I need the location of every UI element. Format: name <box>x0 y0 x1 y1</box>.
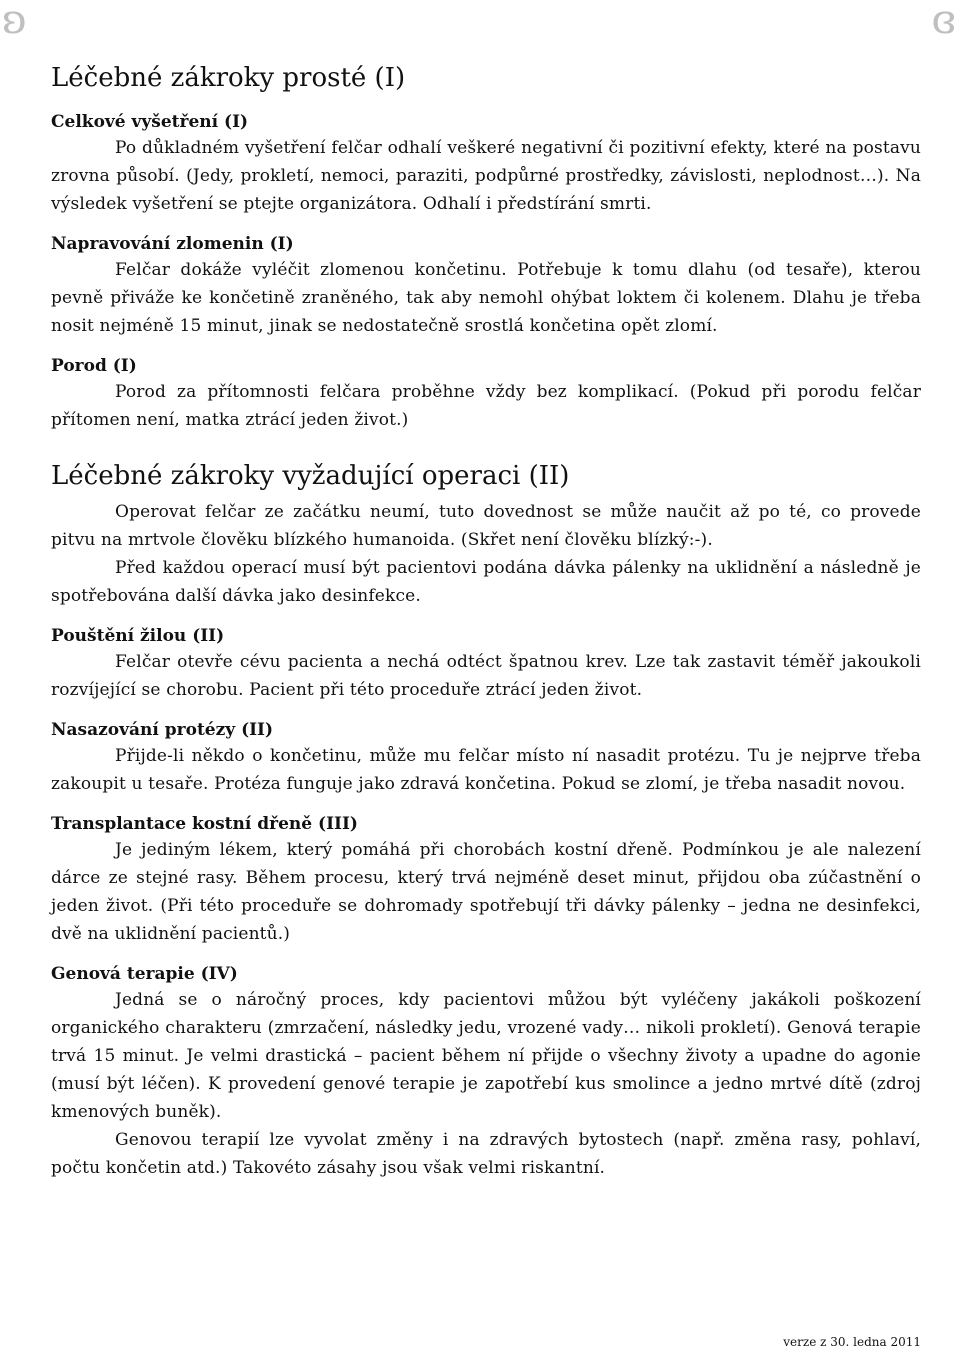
heading-gene-therapy: Genová terapie (IV) <box>51 964 238 984</box>
paragraph-surgery-anesthesia: Před každou operací musí být pacientovi podána dávka pálenky na uklidnění a následně je spotřebována další dávka jako desinfekce. <box>51 558 921 606</box>
paragraph-surgery-intro: Operovat felčar ze začátku neumí, tuto dovednost se může naučit až po té, co provede pitvu na mrtvole člověku blízkého humanoida. (Skřet není člověku blízký:-). <box>51 502 921 550</box>
section-title-simple-procedures: Léčebné zákroky prosté (I) <box>51 63 406 93</box>
heading-bone-marrow-transplant: Transplantace kostní dřeně (III) <box>51 814 358 834</box>
heading-prosthesis: Nasazování protézy (II) <box>51 720 274 740</box>
section-title-surgical-procedures: Léčebné zákroky vyžadující operaci (II) <box>51 461 570 491</box>
heading-general-examination: Celkové vyšetření (I) <box>51 112 249 132</box>
paragraph-gene-therapy-2: Genovou terapií lze vyvolat změny i na zdravých bytostech (např. změna rasy, pohlaví, počtu končetin atd.) Takovéto zásahy jsou však velmi riskantní. <box>51 1130 921 1178</box>
heading-fracture-setting: Napravování zlomenin (I) <box>51 234 294 254</box>
ornament-left-icon: ʚ <box>2 0 27 43</box>
heading-bloodletting: Pouštění žilou (II) <box>51 626 225 646</box>
paragraph-prosthesis: Přijde-li někdo o končetinu, může mu felčar místo ní nasadit protézu. Tu je nejprve třeba zakoupit u tesaře. Protéza funguje jako zdravá končetina. Pokud se zlomí, je třeba nasadit novou. <box>51 746 921 794</box>
paragraph-fracture-setting: Felčar dokáže vyléčit zlomenou končetinu. Potřebuje k tomu dlahu (od tesaře), kterou pevně přiváže ke končetině zraněného, tak aby nemohl ohýbat loktem či kolenem. Dlahu je třeba nosit nejméně 15 minut, jinak se nedostatečně srostlá končetina opět zlomí. <box>51 260 921 336</box>
document-body <box>51 58 921 1182</box>
ornament-right-icon: ɞ <box>931 0 956 43</box>
paragraph-childbirth: Porod za přítomnosti felčara proběhne vždy bez komplikací. (Pokud při porodu felčar přítomen není, matka ztrácí jeden život.) <box>51 382 921 430</box>
paragraph-bone-marrow-transplant: Je jediným lékem, který pomáhá při chorobách kostní dřeně. Podmínkou je ale nalezení dárce ze stejné rasy. Během procesu, který trvá nejméně deset minut, přijdou oba zúčastnění o jeden život. (Při této proceduře se dohromady spotřebují tři dávky pálenky – jedna ne desinfekci, dvě na uklidnění pacientů.) <box>51 840 921 944</box>
paragraph-bloodletting: Felčar otevře cévu pacienta a nechá odtéct špatnou krev. Lze tak zastavit téměř jakoukoli rozvíjející se chorobu. Pacient při této proceduře ztrácí jeden život. <box>51 652 921 700</box>
paragraph-gene-therapy-1: Jedná se o náročný proces, kdy pacientovi můžou být vyléčeny jakákoli poškození organického charakteru (zmrzačení, následky jedu, vrozené vady… nikoli prokletí). Genová terapie trvá 15 minut. Je velmi drastická – pacient během ní přijde o všechny životy a upadne do agonie (musí být léčen). K provedení genové terapie je zapotřebí kus smolince a jedno mrtvé dítě (zdroj kmenových buněk). <box>51 990 921 1122</box>
paragraph-general-examination: Po důkladném vyšetření felčar odhalí veškeré negativní či pozitivní efekty, které na postavu zrovna působí. (Jedy, prokletí, nemoci, paraziti, podpůrné prostředky, závislosti, neplodnost…). Na výsledek vyšetření se ptejte organizátora. Odhalí i předstírání smrti. <box>51 138 921 214</box>
heading-childbirth: Porod (I) <box>51 356 137 376</box>
footer-version: verze z 30. ledna 2011 <box>783 1335 921 1349</box>
